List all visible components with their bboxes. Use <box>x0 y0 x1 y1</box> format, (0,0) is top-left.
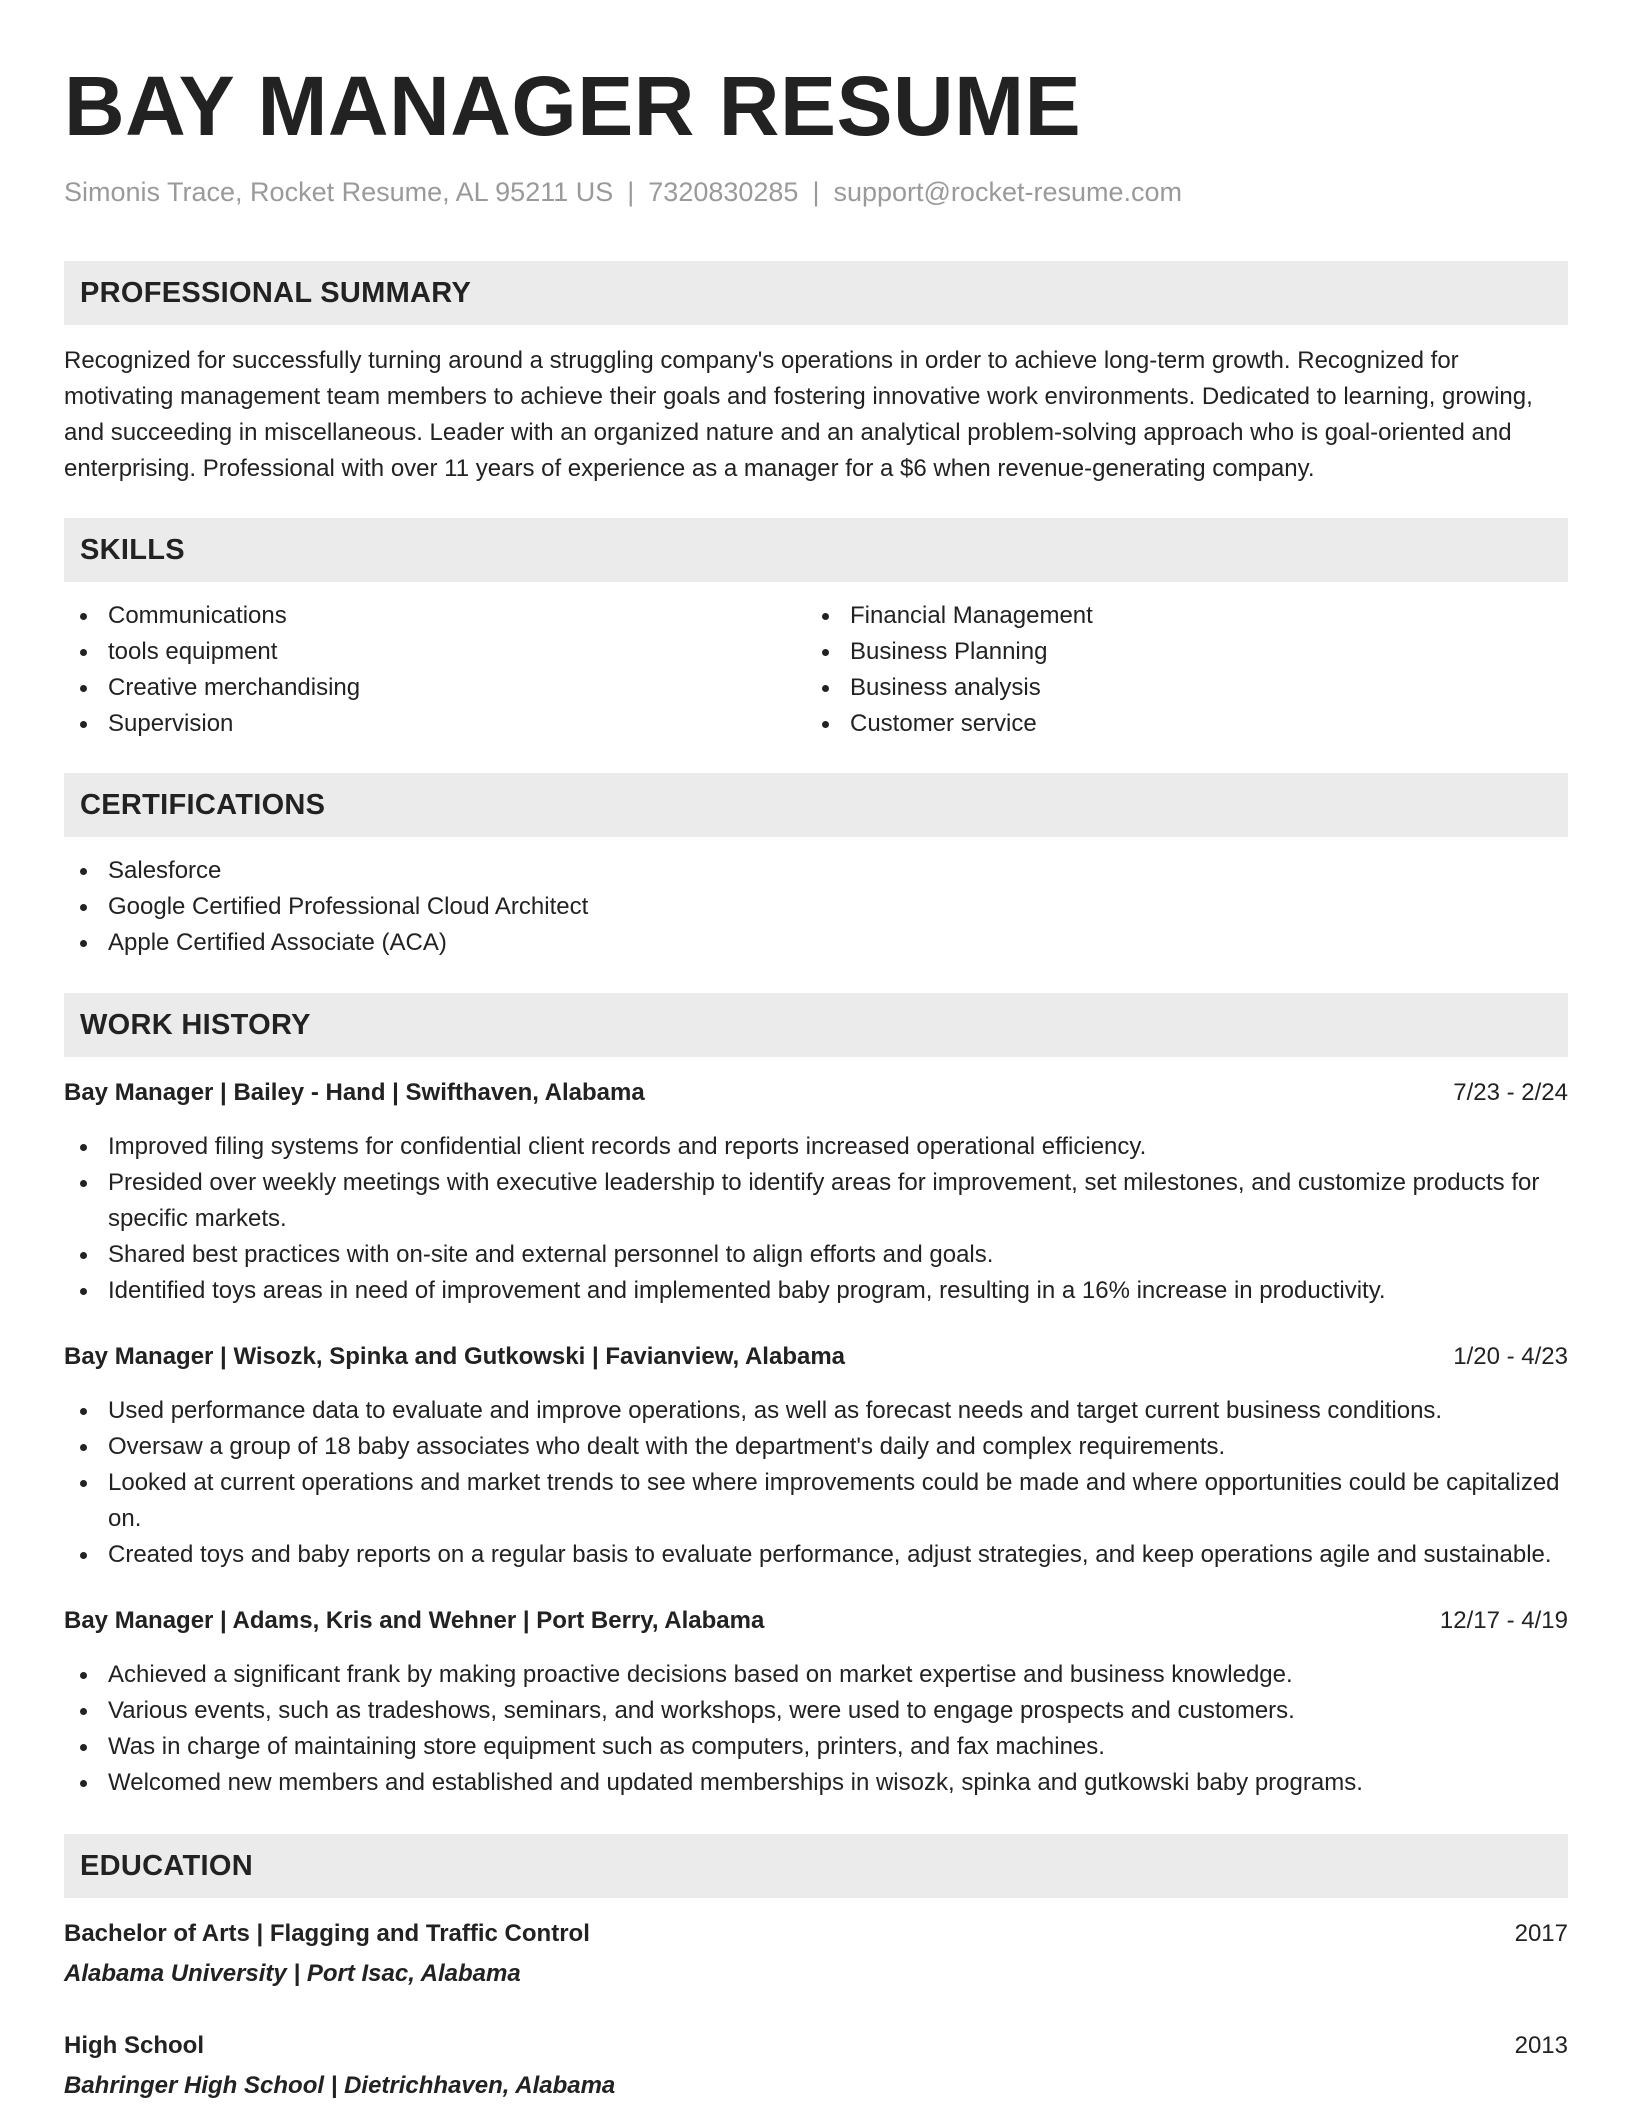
job-bullet: Oversaw a group of 18 baby associates who dealt with the department's daily and complex requirements. <box>64 1429 1568 1465</box>
education-degree: Bachelor of Arts | Flagging and Traffic Control <box>64 1920 590 1947</box>
resume-title: BAY MANAGER RESUME <box>64 59 1082 153</box>
job-entry <box>64 1339 1568 1573</box>
job-header <box>64 1075 1568 1111</box>
education-header <box>64 1916 1568 1952</box>
skill-item: Communications <box>64 598 806 634</box>
job-dates: 12/17 - 4/19 <box>1439 1607 1568 1634</box>
job-bullet: Looked at current operations and market trends to see where improvements could be made and where opportunities could be capitalized on. <box>64 1465 1568 1537</box>
section-heading-summary: PROFESSIONAL SUMMARY <box>64 261 1568 325</box>
job-bullet: Identified toys areas in need of improvement and implemented baby program, resulting in a 16% increase in productivity. <box>64 1273 1568 1309</box>
education-entry <box>64 1916 1568 1992</box>
certification-item: Apple Certified Associate (ACA) <box>64 925 1568 961</box>
skills-column-left <box>64 598 806 742</box>
job-bullets <box>64 1129 1568 1309</box>
section-heading-certifications: CERTIFICATIONS <box>64 773 1568 837</box>
job-header <box>64 1603 1568 1639</box>
skill-item: tools equipment <box>64 634 806 670</box>
skill-item: Supervision <box>64 706 806 742</box>
certification-item: Salesforce <box>64 853 1568 889</box>
skill-item: Business analysis <box>806 670 1548 706</box>
contact-separator: | <box>627 177 635 207</box>
education-school: Alabama University | Port Isac, Alabama <box>64 1960 521 1987</box>
skill-item: Business Planning <box>806 634 1548 670</box>
skill-item: Customer service <box>806 706 1548 742</box>
job-dates: 7/23 - 2/24 <box>1453 1079 1568 1106</box>
skill-item: Financial Management <box>806 598 1548 634</box>
job-bullet: Used performance data to evaluate and improve operations, as well as forecast needs and target current business conditions. <box>64 1393 1568 1429</box>
job-entry <box>64 1075 1568 1309</box>
certifications-list <box>64 853 1568 961</box>
job-bullet: Presided over weekly meetings with executive leadership to identify areas for improvement, set milestones, and customize products for specific markets. <box>64 1165 1568 1237</box>
job-bullet: Various events, such as tradeshows, seminars, and workshops, were used to engage prospects and customers. <box>64 1693 1568 1729</box>
skills-column-right <box>806 598 1548 742</box>
job-title: Bay Manager | Bailey - Hand | Swifthaven, Alabama <box>64 1079 645 1106</box>
education-year: 2017 <box>1514 1920 1568 1947</box>
job-entry <box>64 1603 1568 1801</box>
education-entry <box>64 2028 1568 2104</box>
contact-address: Simonis Trace, Rocket Resume, AL 95211 US <box>64 177 614 207</box>
education-school: Bahringer High School | Dietrichhaven, Alabama <box>64 2072 616 2099</box>
summary-text: Recognized for successfully turning around a struggling company's operations in order to achieve long-term growth. Recognized for motivating management team members to achieve their goals and fostering innovative work environments. Dedicated to learning, growing, and succeeding in miscellaneous. Leader with an organized nature and an analytical problem-solving approach who is goal-oriented and enterprising. Professional with over 11 years of experience as a manager for a $6 when revenue-generating company. <box>64 347 1533 482</box>
contact-phone: 7320830285 <box>648 177 799 207</box>
section-heading-skills: SKILLS <box>64 518 1568 582</box>
section-heading-work-history: WORK HISTORY <box>64 993 1568 1057</box>
skill-item: Creative merchandising <box>64 670 806 706</box>
job-title: Bay Manager | Wisozk, Spinka and Gutkowski | Favianview, Alabama <box>64 1343 846 1370</box>
education-year: 2013 <box>1514 2032 1568 2059</box>
skills-list <box>64 598 1568 742</box>
job-bullet: Achieved a significant frank by making proactive decisions based on market expertise and business knowledge. <box>64 1657 1568 1693</box>
job-bullet: Created toys and baby reports on a regular basis to evaluate performance, adjust strategies, and keep operations agile and sustainable. <box>64 1537 1568 1573</box>
job-bullet: Improved filing systems for confidential client records and reports increased operational efficiency. <box>64 1129 1568 1165</box>
job-bullet: Welcomed new members and established and updated memberships in wisozk, spinka and gutkowski baby programs. <box>64 1765 1568 1801</box>
certification-item: Google Certified Professional Cloud Architect <box>64 889 1568 925</box>
job-title: Bay Manager | Adams, Kris and Wehner | Port Berry, Alabama <box>64 1607 765 1634</box>
education-degree: High School <box>64 2032 204 2059</box>
job-bullet: Was in charge of maintaining store equipment such as computers, printers, and fax machines. <box>64 1729 1568 1765</box>
job-bullets <box>64 1657 1568 1801</box>
section-heading-education: EDUCATION <box>64 1834 1568 1898</box>
job-dates: 1/20 - 4/23 <box>1453 1343 1568 1370</box>
job-header <box>64 1339 1568 1375</box>
job-bullets <box>64 1393 1568 1573</box>
contact-line <box>64 176 1568 208</box>
job-bullet: Shared best practices with on-site and external personnel to align efforts and goals. <box>64 1237 1568 1273</box>
contact-separator: | <box>812 177 820 207</box>
contact-email: support@rocket-resume.com <box>833 177 1182 207</box>
education-header <box>64 2028 1568 2064</box>
